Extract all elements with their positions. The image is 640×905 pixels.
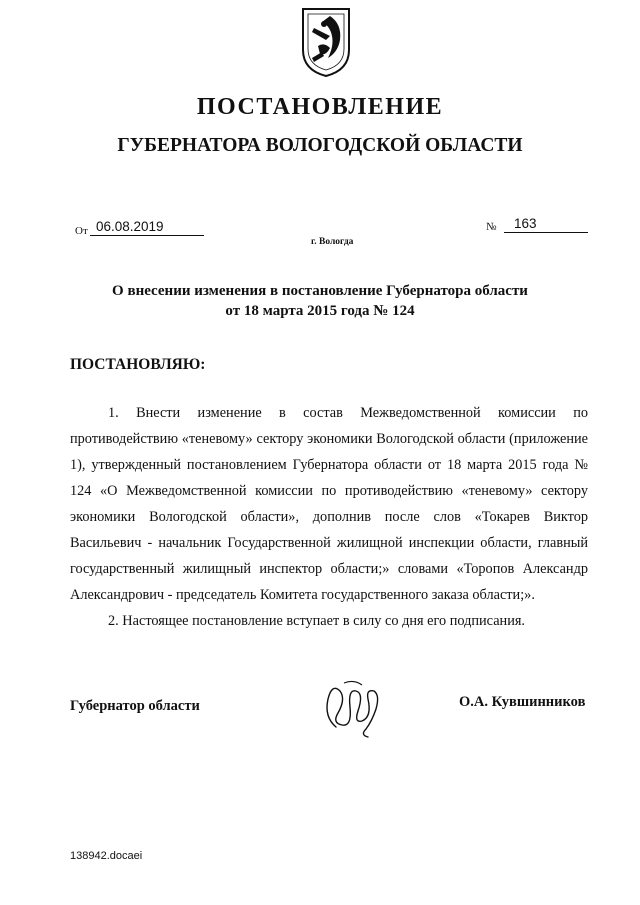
document-subtitle: ГУБЕРНАТОРА ВОЛОГОДСКОЙ ОБЛАСТИ bbox=[117, 135, 523, 156]
document-id: 138942.docaei bbox=[70, 850, 143, 862]
decree-word: ПОСТАНОВЛЯЮ: bbox=[70, 356, 206, 373]
city-label: г. Вологда bbox=[311, 237, 354, 247]
signatory-name: О.А. Кувшинников bbox=[459, 694, 586, 710]
subject-line-1: О внесении изменения в постановление Губернатора области bbox=[112, 283, 528, 299]
handwritten-signature-icon bbox=[318, 677, 388, 739]
subject-line-2: от 18 марта 2015 года № 124 bbox=[225, 303, 415, 319]
document-body bbox=[70, 400, 588, 634]
paragraph-1: 1. Внести изменение в состав Межведомственной комиссии по противодействию «теневому» сектору экономики Вологодской области (приложение 1), утвержденный постановлением Губернатора области от 18 марта 2015 года № 124 «О Межведомственной комиссии по противодействию «теневому» сектору экономики Вологодской области», дополнив после слов «Токарев Виктор Васильевич - начальник Государственной жилищной инспекции области, главный государственный жилищный инспектор области;» словами «Торопов Александр Александрович - председатель Комитета государственного заказа области;». bbox=[70, 405, 588, 603]
number-value: 163 bbox=[504, 215, 588, 233]
paragraph-2: 2. Настоящее постановление вступает в силу со дня его подписания. bbox=[108, 613, 525, 629]
number-label: № bbox=[486, 221, 497, 233]
coat-of-arms-icon bbox=[300, 6, 352, 78]
date-label: От bbox=[75, 225, 88, 237]
document-title: ПОСТАНОВЛЕНИЕ bbox=[196, 94, 444, 120]
date-value: 06.08.2019 bbox=[90, 218, 204, 236]
subject-heading bbox=[0, 281, 640, 321]
signatory-title: Губернатор области bbox=[70, 698, 200, 714]
